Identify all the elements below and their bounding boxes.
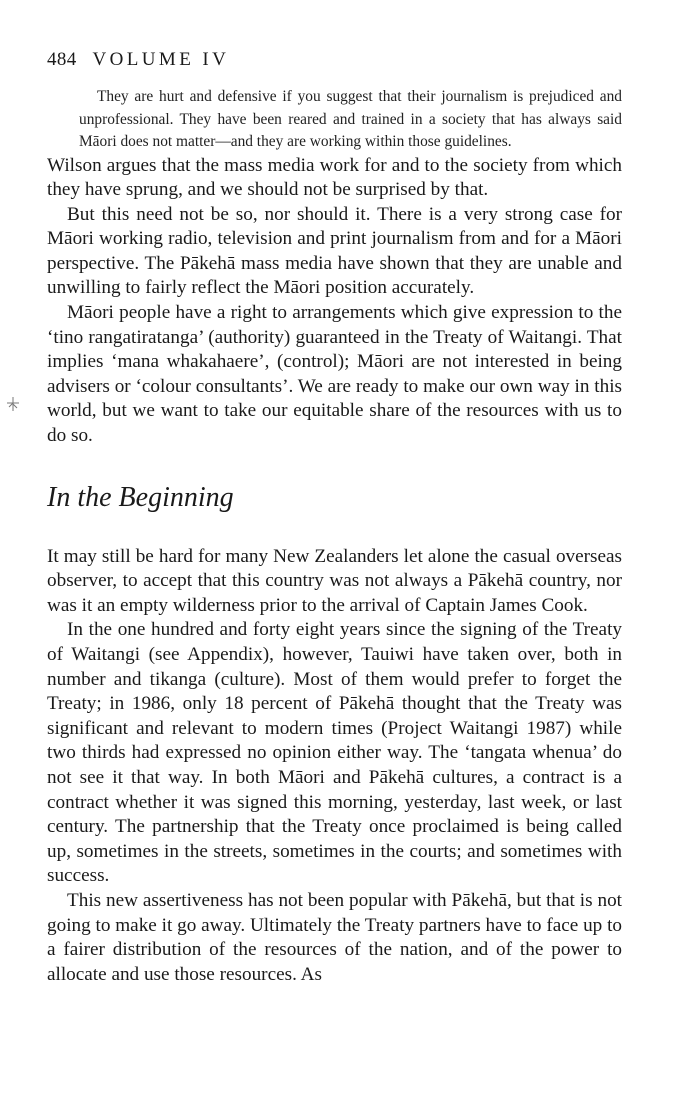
block-quote xyxy=(79,86,622,154)
volume-label: VOLUME IV xyxy=(92,49,230,70)
section-heading: In the Beginning xyxy=(47,481,234,513)
quote-text: They are hurt and defensive if you suggest that their journalism is prejudiced and unprofessional. They have been reared and trained in a society that has always said Māori does not matter—and they are working within those guidelines. xyxy=(79,88,622,150)
paragraph: But this need not be so, nor should it. There is a very strong case for Māori working radio, television and print journalism from and for a Māori perspective. The Pākehā mass media have shown that they are unable and unwilling to fairly reflect the Māori position accurately. xyxy=(47,203,622,299)
running-header xyxy=(47,48,622,72)
paragraph: It may still be hard for many New Zealanders let alone the casual overseas observer, to accept that this country was not always a Pākehā country, nor was it an empty wilderness prior to the arrival of Captain James Cook. xyxy=(47,545,622,616)
paragraph: In the one hundred and forty eight years since the signing of the Treaty of Waitangi (see Appendix), however, Tauiwi have taken over, both in number and tikanga (culture). Most of them would prefer to forget the Treaty; in 1986, only 18 percent of Pākehā thought that the Treaty was significant and relevant to modern times (Project Waitangi 1987) while two thirds had expressed no opinion either way. The ‘tangata whenua’ do not see it that way. In both Māori and Pākehā cultures, a contract is a contract whether it was signed this morning, yesterday, last week, or last century. The partnership that the Treaty once proclaimed is being called up, sometimes in the streets, sometimes in the courts; and sometimes with success. xyxy=(47,619,622,887)
page-content xyxy=(47,48,622,987)
paragraph: Māori people have a right to arrangements which give expression to the ‘tino rangatiratanga’ (authority) guaranteed in the Treaty of Waitangi. That implies ‘mana whakahaere’, (control); Māori are not interested in being advisers or ‘colour consultants’. We are ready to make our own way in this world, but we want to take our equitable share of the resources with us to do so. xyxy=(47,302,622,447)
section-beginning-body xyxy=(47,545,622,988)
page-number: 484 xyxy=(47,49,77,70)
margin-cross-mark xyxy=(6,396,20,412)
paragraph: Wilson argues that the mass media work for and to the society from which they have sprung, and we should not be surprised by that. xyxy=(47,154,622,201)
paragraph: This new assertiveness has not been popular with Pākehā, but that is not going to make it go away. Ultimately the Treaty partners have to face up to a fairer distribution of the resources of the nation, and of the power to allocate and use those resources. As xyxy=(47,889,622,985)
section-media-body xyxy=(47,154,622,449)
